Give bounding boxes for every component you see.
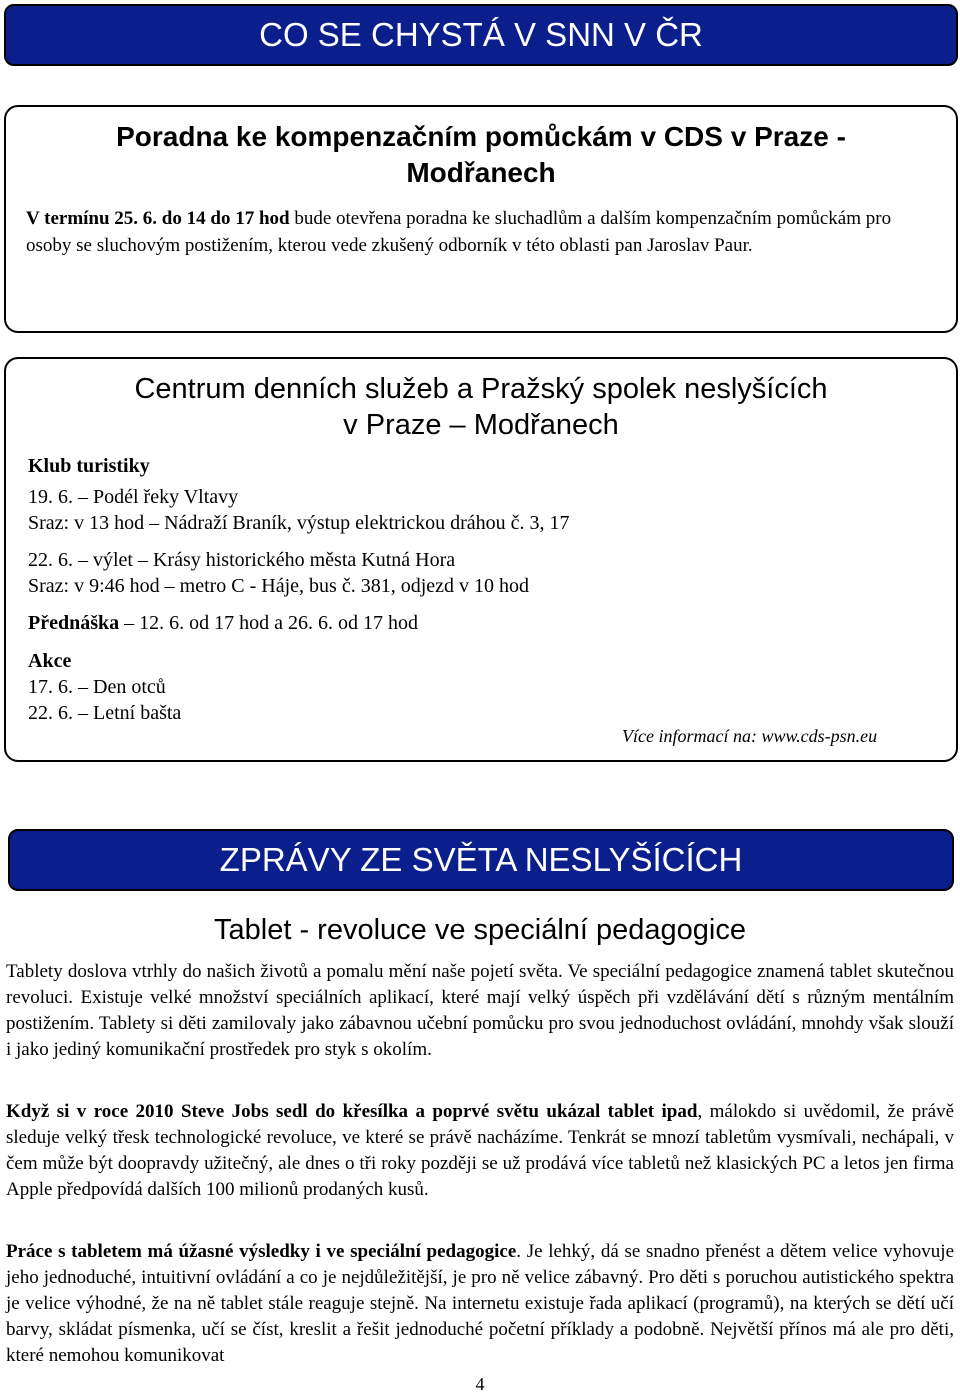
- event1-meet: Sraz: v 13 hod – Nádraží Braník, výstup elektrickou dráhou č. 3, 17: [28, 512, 570, 534]
- akce-item-2: 22. 6. – Letní bašta: [28, 702, 182, 724]
- section-title-news: ZPRÁVY ZE SVĚTA NESLYŠÍCÍCH: [219, 841, 743, 878]
- article-paragraph-3-lead: Práce s tabletem má úžasné výsledky i ve speciální pedagogice: [6, 1241, 517, 1262]
- article-title: Tablet - revoluce ve speciální pedagogice: [214, 914, 746, 946]
- section-banner-news: [8, 829, 954, 891]
- poradna-body: bude otevřena poradna ke sluchadlům a dalším kompenzačním pomůckám pro osoby se sluchovým postižením, kterou vede zkušený odborník v této oblasti pan Jaroslav Paur.: [26, 208, 892, 256]
- article-paragraph-2-lead: Když si v roce 2010 Steve Jobs sedl do křesílka a poprvé světu ukázal tablet ipad: [6, 1101, 698, 1122]
- article-paragraph-3: [6, 1239, 954, 1369]
- poradna-title-line1: Poradna ke kompenzačním pomůckám v CDS v Praze -: [116, 121, 846, 152]
- more-info-link[interactable]: Více informací na: www.cds-psn.eu: [622, 726, 878, 746]
- poradna-box: [4, 105, 958, 333]
- article-paragraph-3-body: . Je lehký, dá se snadno přenést a dětem velice vyhovuje jeho jednoduché, intuitivní ovládání a co je nejdůležitější, je pro ně velice zábavný. Pro děti s poruchou autistického spektra je velice výhodné, že na ně tablet stále reaguje stejně. Na internetu existuje řada aplikací (programů), na kterých se dětí učí barvy, skládat písmenka, učí se číst, kreslit a řešit jednoduché početní příklady a podobně. Největší přínos má ale pro děti, které nemohou komunikovat: [6, 1241, 955, 1366]
- akce-heading: Akce: [28, 650, 72, 672]
- article-paragraph-1: Tablety doslova vtrhly do našich životů a pomalu mění naše pojetí světa. Ve speciální pedagogice znamená tablet skutečnou revoluci. Existuje velké množství speciálních aplikací, které mají velký úspěch při vzdělávání dětí s různým mentálním postižením. Tablety si děti zamilovaly jako zábavnou učební pomůcku pro svou jednoduchost ovládání, mnohdy však slouží i jako jediný komunikační prostředek pro styk s okolím.: [6, 961, 954, 1060]
- poradna-title: [6, 119, 956, 191]
- page-number: 4: [475, 1374, 485, 1394]
- article-paragraph-2-body: , málokdo si uvědomil, že právě sleduje velký třesk technologické revoluce, ve které se právě nacházíme. Tenkrát se mnozí tabletům vysmívali, nechápali, v čem může být doopravdy užitečný, ale dnes o tři roky později se už prodává více tabletů než klasických PC a letos jen firma Apple předpovídá dalších 100 milionů prodaných kusů.: [6, 1101, 954, 1200]
- article-paragraph-2: [6, 1099, 954, 1203]
- centrum-title: [6, 371, 956, 443]
- centrum-box: [4, 357, 958, 762]
- event1-date: 19. 6. – Podél řeky Vltavy: [28, 486, 239, 508]
- lecture-text: – 12. 6. od 17 hod a 26. 6. od 17 hod: [119, 612, 419, 634]
- event2-meet: Sraz: v 9:46 hod – metro C - Háje, bus č. 381, odjezd v 10 hod: [28, 575, 530, 597]
- poradna-title-line2: Modřanech: [406, 157, 556, 188]
- lecture-line: [28, 612, 418, 635]
- poradna-text: [26, 205, 936, 259]
- section-banner-top: [4, 4, 958, 66]
- centrum-title-line1: Centrum denních služeb a Pražský spolek neslyšících: [134, 373, 828, 405]
- klub-heading: Klub turistiky: [28, 455, 150, 477]
- section-title-top: CO SE CHYSTÁ V SNN V ČR: [259, 16, 703, 53]
- akce-item-1: 17. 6. – Den otců: [28, 676, 166, 698]
- centrum-title-line2: v Praze – Modřanech: [343, 409, 619, 441]
- poradna-intro: V termínu 25. 6. do 14 do 17 hod: [26, 208, 290, 229]
- lecture-label: Přednáška: [28, 612, 120, 634]
- event2-date: 22. 6. – výlet – Krásy historického města Kutná Hora: [28, 549, 456, 571]
